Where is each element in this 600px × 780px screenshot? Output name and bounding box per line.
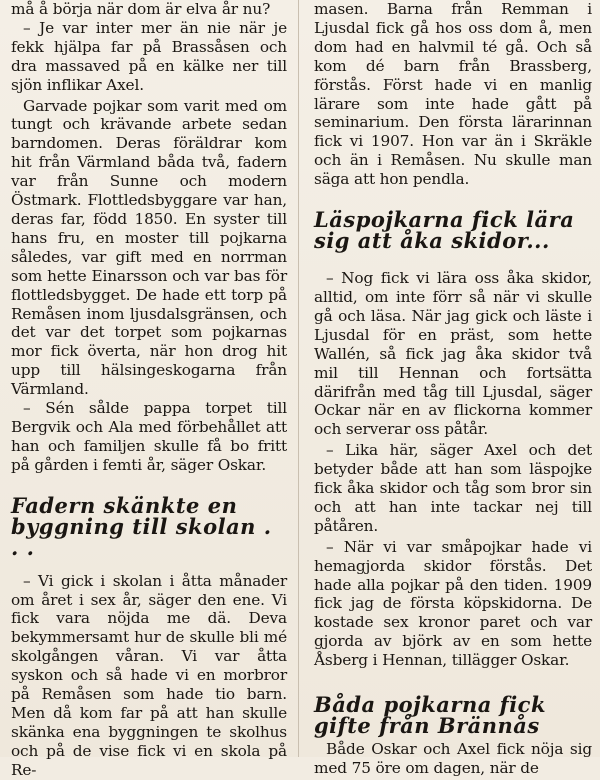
paragraph: – När vi var småpojkar hade vi hemagjorda skidor förstås. Det hade alla pojkar på den tiden. 1909 fick jag de första köpskidorna. De kostade sex kronor paret och var gjorda av björk av en som hette Åsberg i Hennan, tillägger Oskar. xyxy=(314,537,592,670)
section-heading: Båda pojkarna fick gifte från Brännås xyxy=(314,692,547,739)
section-heading: Läspojkarna fick lära sig att åka skidor... xyxy=(314,207,575,254)
paragraph: – Vi gick i skolan i åtta månader om året i sex år, säger den ene. Vi fick vara nöjda me dä. Deva bekymmersamt hur de skulle bli mé skolgången våran. Vi var åtta syskon och så hade vi en morbror på Remåsen som hade tio barn. Men då kom far på att han skulle skänka ena byggningen te skolhus och på de vise fick vi en skola på Re- xyxy=(11,571,287,779)
paragraph: – Nog fick vi lära oss åka skidor, alltid, om inte förr så när vi skulle gå och läsa. När jag gick och läste i Ljusdal för en präst, som hette Wallén, så fick jag åka skidor två mil till Hennan och fortsätta därifrån med tåg till Ljusdal, säger Ockar när en av flickorna kommer och serverar oss påtår. xyxy=(314,269,592,439)
paragraph: – Je var inter mer än nie när je fekk hjälpa far på Brassåsen och dra massaved på en kälke ner till sjön inflikar Axel. xyxy=(11,18,287,94)
paragraph: Både Oskar och Axel fick nöja sig med 75 öre om dagen, när de xyxy=(314,740,592,777)
paragraph: – Lika här, säger Axel och det betyder både att han som läspojke fick åka skidor och tåg som bror sin och att han inte tackar nej till påtåren. xyxy=(314,441,592,535)
left-column xyxy=(11,0,287,780)
paragraph: Garvade pojkar som varit med om tungt och krävande arbete sedan barndomen. Deras föräldrar kom hit från Värmland båda två, fadern var från Sunne och modern Östmark. Flottledsbyggare var han, deras far, född 1850. En syster till hans fru, en moster till pojkarna således, var gift med en norrman som hette Einarsson och var bas för flottledsbygget. De hade ett torp på Remåsen inom ljusdalsgränsen, och det var det torpet som pojkarnas mor fick överta, när hon drog hit upp till hälsingeskogarna från Värmland. xyxy=(11,96,287,399)
column-divider xyxy=(298,0,299,757)
right-column xyxy=(314,0,592,778)
paragraph: – Sén sålde pappa torpet till Bergvik och Ala med förbehållet att han och familjen skulle få bo fritt på gården i femti år, säger Oskar. xyxy=(11,399,287,474)
section-heading: Fadern skänkte en byggning till skolan . . . xyxy=(11,492,272,560)
paragraph: må å börja när dom är elva år nu? xyxy=(11,0,271,18)
paragraph: masen. Barna från Remman i Ljusdal fick gå hos oss dom å, men dom had en halvmil té gå. Och så kom dé barn från Brassberg, förstås. Först hade vi en manlig lärare som inte hade gått på seminarium. Den första lärarinnan fick vi 1907. Hon var än i Skräkle och än i Remåsen. Nu skulle man säga att hon pendla. xyxy=(314,0,592,189)
